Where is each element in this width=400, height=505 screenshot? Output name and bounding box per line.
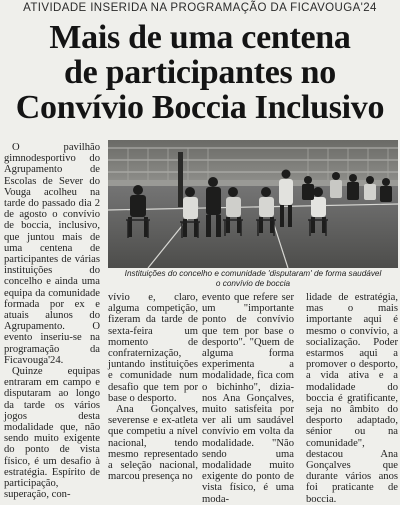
article-paragraph: vívio e, claro, alguma competição, fizeram da tarde de sexta-feira um momento de confraternização, juntando instituições e comunidade num desafio que tem por base o desporto. (108, 292, 198, 404)
article-paragraph: evento que refere ser um "importante ponto de convívio que tem por base o desporto". "Quem de alguma forma experimenta a modalidade, fica com o bichinho", dizia-nos Ana Gonçalves, muito satisfeita por ver ali um saudável convívio em volta da modalidade. "Não sendo uma modalidade muito exigente do ponto de vista físico, é uma moda- (202, 292, 294, 505)
headline (0, 20, 400, 125)
headline-line-2: de participantes no (64, 54, 336, 91)
caption-line-2: o convívio de boccia (215, 278, 291, 288)
news-photo (108, 140, 398, 268)
sports-hall-photo (108, 140, 398, 268)
photo-caption (108, 269, 398, 288)
article-paragraph: O pavilhão gimnodesportivo do Agrupamento de Escolas de Sever do Vouga acolheu na tarde do passado dia 2 de agosto o convívio de boccia, inclusivo, que juntou mais de uma centena de participantes de várias instituições do concelho e ainda uma equipa da comunidade formada por ex e atuais alunos do Agrupamento. O evento inseriu-se na programação da Ficavouga'24. (4, 142, 100, 366)
kicker: ATIVIDADE INSERIDA NA PROGRAMAÇÃO DA FICAVOUGA'24 (23, 2, 377, 14)
headline-line-3: Convívio Boccia Inclusivo (15, 89, 385, 126)
article-paragraph: Quinze equipas entraram em campo e disputaram ao longo da tarde os vários jogos desta modalidade que, não sendo muito exigente do ponto de vista físico, é um desafio à estratégia. Espírito de participação, superação, con- (4, 366, 100, 501)
article-paragraph: Ana Gonçalves, severense e ex-atleta que competiu a nível nacional, tendo mesmo representado a seleção nacional, marcou presença no (108, 404, 198, 483)
article-paragraph: lidade de estratégia, mas o mais importante aqui é mesmo o convívio, a socialização. Poder estarmos aqui a promover o desporto, a vida ativa e a modalidade do boccia é gratificante, seja no âmbito do desporto adaptado, sénior ou na comunidade", destacou Ana Gonçalves que durante vários anos foi praticante de boccia. (306, 292, 398, 505)
caption-line-1: Instituições do concelho e comunidade 'disputaram' de forma saudável (124, 269, 382, 278)
headline-line-1: Mais de uma centena (49, 19, 351, 56)
article-column-4 (306, 292, 398, 505)
article-column-3 (202, 292, 294, 505)
article-column-2 (108, 292, 198, 482)
article-column-1 (4, 142, 100, 501)
